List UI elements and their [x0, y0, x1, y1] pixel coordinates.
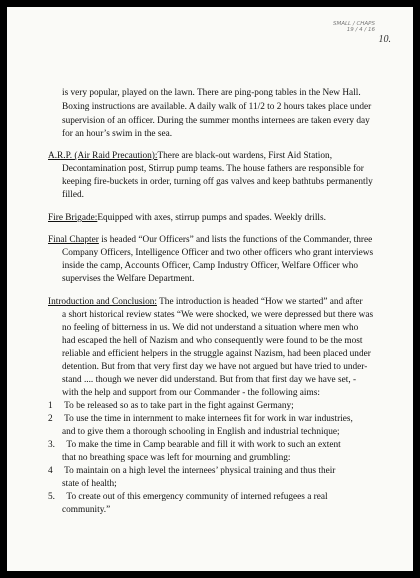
section-heading-introduction: Introduction and Conclusion: [48, 297, 157, 307]
body-line: Company Officers, Intelligence Officer and two other officers who grant interviews [62, 248, 374, 258]
body-line: supervises the Welfare Department. [62, 274, 195, 284]
body-line: a short historical review states “We were shocked, we were depressed but there was [62, 310, 374, 320]
body-line: is very popular, played on the lawn. There are ping-pong tables in the New Hall. [62, 88, 361, 98]
section-text: is headed “Our Officers” and lists the functions of the Commander, three [98, 235, 373, 245]
section-heading-final-chapter: Final Chapter [48, 235, 99, 245]
body-line: detention. But from that very first day we have not argued but have tried to under- [62, 362, 368, 372]
body-line: filled. [62, 190, 84, 200]
section-fire-brigade-line [48, 213, 326, 224]
body-line: inside the camp, Accounts Officer, Camp Industry Officer, Welfare Officer who [62, 261, 358, 271]
aim-item-2-cont: and to give them a thorough schooling in English and industrial technique; [62, 427, 340, 437]
annotation-line-2: 19 / 4 / 16 [346, 27, 375, 33]
document-page [7, 7, 413, 571]
body-line: Decontamination post, Stirrup pump teams. The house fathers are responsible for [62, 164, 364, 174]
aim-item-5-cont: community.” [62, 505, 111, 515]
section-final-chapter-line [48, 235, 372, 246]
section-text: Equipped with axes, stirrup pumps and spades. Weekly drills. [97, 213, 326, 223]
body-line: reliable and efficient helpers in the struggle against Nazism, had been placed under [62, 349, 371, 359]
aim-item-4-cont: state of health; [62, 479, 117, 489]
body-line: keeping fire-buckets in order, turning off gas valves and keep bathtubs permanently [62, 177, 373, 187]
handwritten-annotation [333, 21, 375, 33]
aim-item-1: 1 To be released so as to take part in the fight against Germany; [48, 401, 294, 411]
body-line: Boxing instructions are available. A daily walk of 11/2 to 2 hours takes place under [62, 102, 372, 112]
section-arp-line [48, 151, 332, 162]
aim-item-3-cont: that no breathing space was left for mourning and grumbling: [62, 453, 291, 463]
body-line: supervision of an officer. During the summer months internees are taken every day [62, 116, 370, 126]
section-heading-fire-brigade: Fire Brigade: [48, 213, 98, 223]
aim-item-4: 4 To maintain on a high level the internees’ physical training and thus their [48, 466, 336, 476]
section-introduction-line [48, 297, 363, 308]
aim-item-5: 5. To create out of this emergency community of interned refugees a real [48, 492, 328, 502]
body-line: stand .... though we never did understand. But from that first day we have set, - [62, 375, 357, 385]
annotation-line-1: SMALL / CHAPS [332, 21, 375, 27]
page-number: 10. [378, 34, 391, 45]
aim-item-3: 3. To make the time in Camp bearable and fill it with work to such an extent [48, 440, 341, 450]
aim-item-2: 2 To use the time in internment to make internees fit for work in war industries, [48, 414, 353, 424]
body-line: for an hour’s swim in the sea. [62, 129, 173, 139]
section-heading-arp: A.R.P. (Air Raid Precaution): [48, 151, 158, 161]
section-text: There are black-out wardens, First Aid Station, [157, 151, 333, 161]
body-line: had escaped the hell of Nazism and who consequently were found to be the most [62, 336, 363, 346]
body-line: with the help and support from our Commander - the following aims: [62, 388, 320, 398]
body-line: no feeling of bitterness in us. We did not understand a situation where men who [62, 323, 359, 333]
section-text: The introduction is headed “How we started” and after [156, 297, 363, 307]
